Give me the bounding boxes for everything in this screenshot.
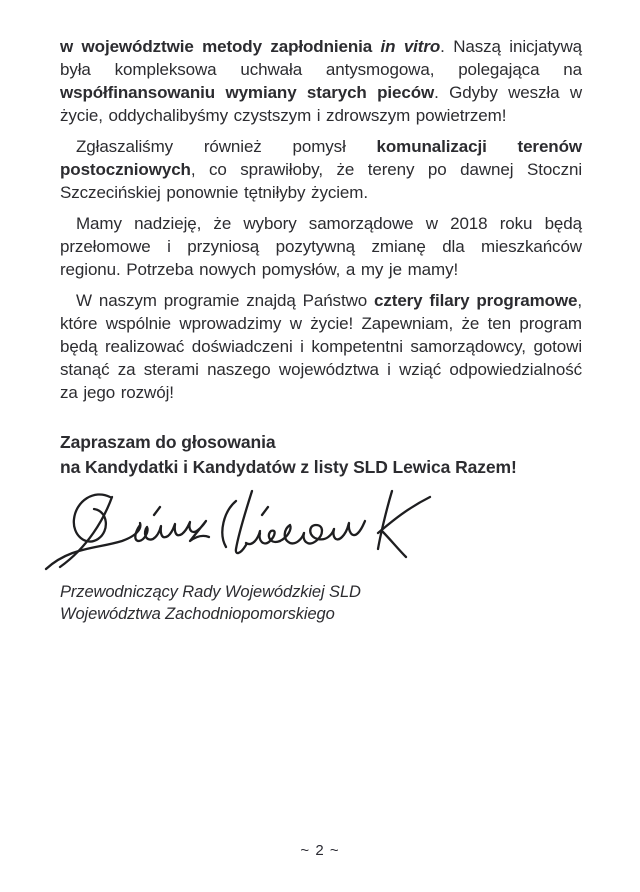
body-paragraph xyxy=(60,135,582,204)
text-segment: , które wspólnie wprowadzimy w życie! Zapewniam, że ten program będą realizować doświadczeni i kompetentni samorządowcy, gotowi stanąć za sterami naszego województwa i wziąć odpowiedzialność za jego rozwój! xyxy=(60,291,582,402)
body-paragraph xyxy=(60,289,582,404)
paragraphs xyxy=(60,35,582,404)
credentials-line: Województwa Zachodniopomorskiego xyxy=(60,605,335,623)
text-segment: komunalizacji terenów postoczniowych xyxy=(60,137,582,179)
text-segment: , co sprawiłoby, że tereny po dawnej Stoczni Szczecińskiej ponownie tętniłyby życiem. xyxy=(60,160,582,202)
signer-credentials xyxy=(60,581,582,625)
body-paragraph xyxy=(60,212,582,281)
text-segment: cztery filary programowe xyxy=(374,291,578,310)
voting-call-to-action xyxy=(60,430,582,479)
text-segment: w województwie metody zapłodnienia xyxy=(60,37,381,56)
text-segment: Zgłaszaliśmy również pomysł xyxy=(76,137,377,156)
text-segment: . Gdyby weszła w życie, oddychalibyśmy czystszym i zdrowszym powietrzem! xyxy=(60,83,583,125)
text-segment: in vitro xyxy=(380,37,441,56)
handwritten-signature xyxy=(38,485,438,581)
cta-line: na Kandydatki i Kandydatów z listy SLD Lewica Razem! xyxy=(60,456,517,477)
page-number: ~ 2 ~ xyxy=(300,842,340,859)
text-segment: W naszym programie znajdą Państwo xyxy=(76,291,374,310)
text-segment: . Naszą inicjatywą była kompleksowa uchwała antysmogowa, polegająca na xyxy=(60,37,582,79)
page-content xyxy=(60,35,582,625)
text-segment: Mamy nadzieję, że wybory samorządowe w 2018 roku będą przełomowe i przyniosą pozytywną zmianę dla mieszkańców regionu. Potrzeba nowych pomysłów, a my je mamy! xyxy=(60,214,582,279)
cta-line: Zapraszam do głosowania xyxy=(60,432,276,452)
credentials-line: Przewodniczący Rady Wojewódzkiej SLD xyxy=(60,583,361,601)
signature-strokes xyxy=(38,485,438,581)
text-segment: współfinansowaniu wymiany starych pieców xyxy=(60,83,435,102)
body-paragraph xyxy=(60,35,582,127)
